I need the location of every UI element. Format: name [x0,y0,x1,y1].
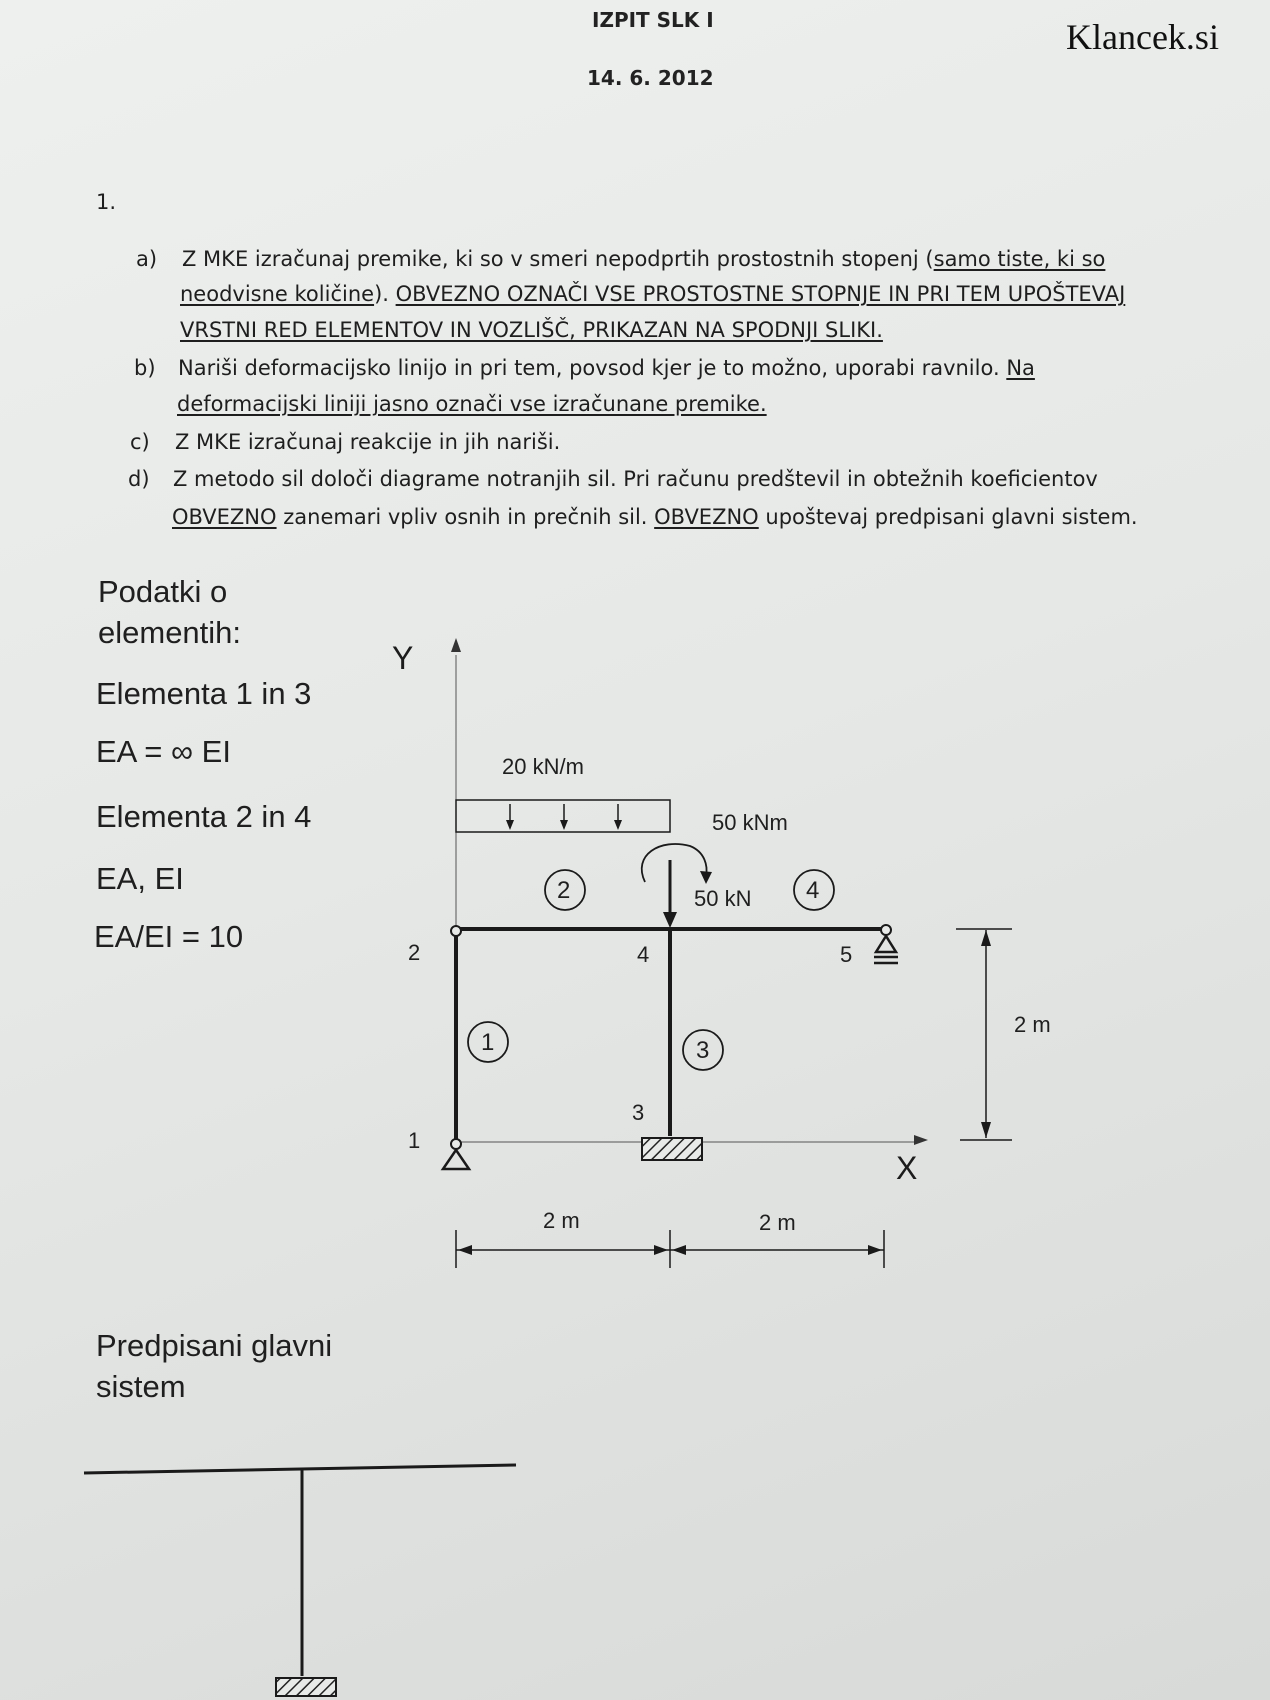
task-a-line-1-underlined: samo tiste, ki so [933,247,1106,271]
point-load-arrow [663,860,677,928]
task-b-line-1-underlined: Na [1006,356,1035,380]
task-b-line-1-text: Nariši deformacijsko linijo in pri tem, povsod kjer je to možno, uporabi ravnilo. [178,356,1007,380]
brand-watermark: Klancek.si [1066,17,1219,57]
element-group-2-props: EA, EI [96,861,184,896]
node-1-label: 1 [408,1128,421,1153]
pin-support-node-1 [443,1139,469,1169]
distributed-load-label: 20 kN/m [502,754,584,779]
height-dimension [956,929,1012,1140]
element-data-heading-1: Podatki o [98,574,228,609]
task-a-line-2-text: ). [374,282,396,306]
task-a-line-2-underlined-2: OBVEZNO OZNAČI VSE PROSTOSTNE STOPNJE IN PRI TEM UPOŠTEVAJ [395,282,1126,306]
task-c-line-1: Z MKE izračunaj reakcije in jih nariši. [175,430,561,454]
problem-number: 1. [96,190,117,214]
element-group-2: Elementa 2 in 4 [96,799,312,834]
task-a-line-2-underlined-1: neodvisne količine [180,282,375,306]
element-4-number: 4 [806,877,820,904]
task-a-line-3-underlined: VRSTNI RED ELEMENTOV IN VOZLIŠČ, PRIKAZAN NA SPODNJI SLIKI. [180,318,883,342]
element-2-number: 2 [557,877,571,904]
node-2-label: 2 [408,940,421,965]
axis-y-label: Y [392,640,414,676]
span-left-label: 2 m [543,1208,580,1233]
exam-title: IZPIT SLK I [592,8,714,32]
task-c-marker: c) [130,430,150,454]
task-b-marker: b) [134,356,156,380]
task-b-line-2-underlined: deformacijski liniji jasno označi vse izračunane premike. [177,392,767,416]
exam-date: 14. 6. 2012 [587,66,714,90]
element-ratio: EA/EI = 10 [94,919,244,954]
task-d-marker: d) [128,467,150,491]
element-data-heading-2: elementih: [98,615,242,650]
element-3-number: 3 [696,1037,710,1064]
fixed-support-node-3 [642,1138,702,1160]
node-5-label: 5 [840,942,853,967]
task-d-line-1: Z metodo sil določi diagrame notranjih sil. Pri računu predštevil in obtežnih koeficientov [173,467,1098,491]
task-a-marker: a) [136,247,158,271]
moment-load-arc [642,844,712,884]
point-load-label: 50 kN [694,886,752,911]
task-a-line-1-text: Z MKE izračunaj premike, ki so v smeri nepodprtih prostostnih stopenj ( [182,247,934,271]
height-dimension-label: 2 m [1014,1012,1051,1037]
element-1-number: 1 [481,1029,495,1056]
hinge-node-2 [451,926,461,936]
main-system-heading-2: sistem [96,1369,186,1404]
distributed-load [456,800,670,832]
task-d-line-2-end: upoštevaj predpisani glavni sistem. [758,505,1138,529]
element-group-1: Elementa 1 in 3 [96,676,312,711]
main-system-sketch [84,1465,516,1696]
task-d-line-2-text: zanemari vpliv osnih in prečnih sil. [276,505,655,529]
span-right-label: 2 m [759,1210,796,1235]
moment-load-label: 50 kNm [712,810,788,835]
task-d-line-2-underlined-1: OBVEZNO [172,505,277,529]
span-dimension [456,1230,884,1268]
node-3-label: 3 [632,1100,645,1125]
element-group-1-props: EA = ∞ EI [96,734,231,769]
task-d-line-2-underlined-2: OBVEZNO [654,505,759,529]
axis-x-label: X [896,1150,918,1186]
main-system-heading-1: Predpisani glavni [96,1328,333,1363]
node-4-label: 4 [637,942,650,967]
